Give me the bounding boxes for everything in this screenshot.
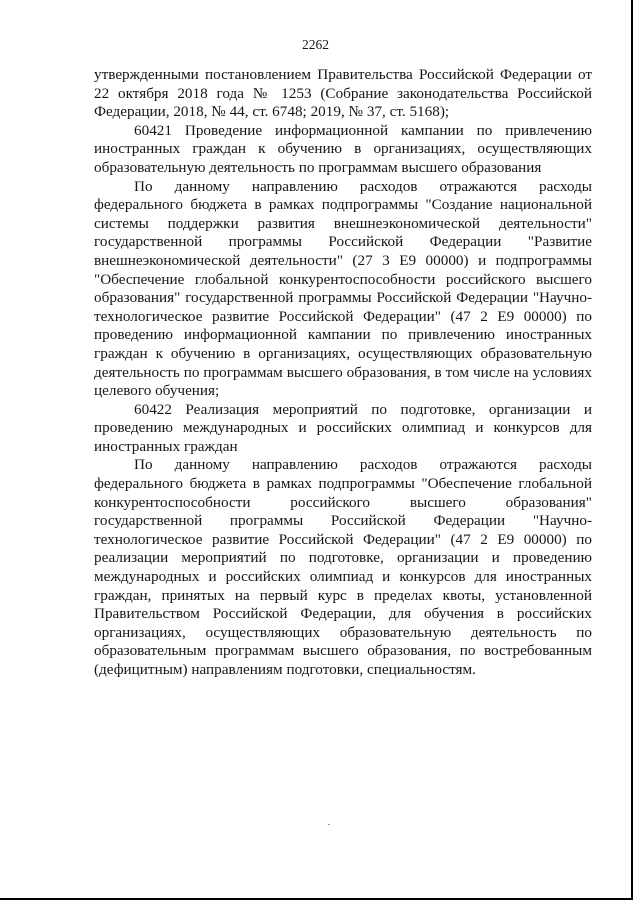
scan-speck [328,824,330,825]
document-body [94,66,592,680]
paragraph-60421-heading: 60421 Проведение информационной кампании по привлечению иностранных граждан к обучению в организациях, осуществляющих образовательную деятельность по программам высшего образования [94,121,592,176]
paragraph-60421-description: По данному направлению расходов отражаются расходы федерального бюджета в рамках подпрограммы "Создание национальной системы поддержки развития внешнеэкономической деятельности" государственной программы Российской Федерации "Развитие внешнеэкономической деятельности" (27 3 Е9 00000) и подпрограммы "Обеспечение глобальной конкурентоспособности российского высшего образования" государственной программы Российской Федерации "Научно-технологическое развитие Российской Федерации" (47 2 Е9 00000) по проведению информационной кампании по привлечению иностранных граждан к обучению в организациях, осуществляющих образовательную деятельность по программам высшего образования, в том числе на условиях целевого обучения; [94,177,592,400]
paragraph-continuation: утвержденными постановлением Правительства Российской Федерации от 22 октября 2018 года № 1253 (Собрание законодательства Российской Федерации, 2018, № 44, ст. 6748; 2019, № 37, ст. 5168); [94,66,592,121]
page-number: 2262 [302,37,329,52]
paragraph-60422-heading: 60422 Реализация мероприятий по подготовке, организации и проведению международных и российских олимпиад и конкурсов для иностранных граждан [94,400,592,455]
paragraph-60422-description: По данному направлению расходов отражаются расходы федерального бюджета в рамках подпрограммы "Обеспечение глобальной конкурентоспособности российского высшего образования" государственной программы Российской Федерации "Научно-технологическое развитие Российской Федерации" (47 2 Е9 00000) по реализации мероприятий по подготовке, организации и проведению международных и российских олимпиад и конкурсов для иностранных граждан, принятых на первый курс в пределах квоты, установленной Правительством Российской Федерации, для обучения в российских организациях, осуществляющих образовательную деятельность по образовательным программам высшего образования, по востребованным (дефицитным) направлениям подготовки, специальностям. [94,456,592,678]
